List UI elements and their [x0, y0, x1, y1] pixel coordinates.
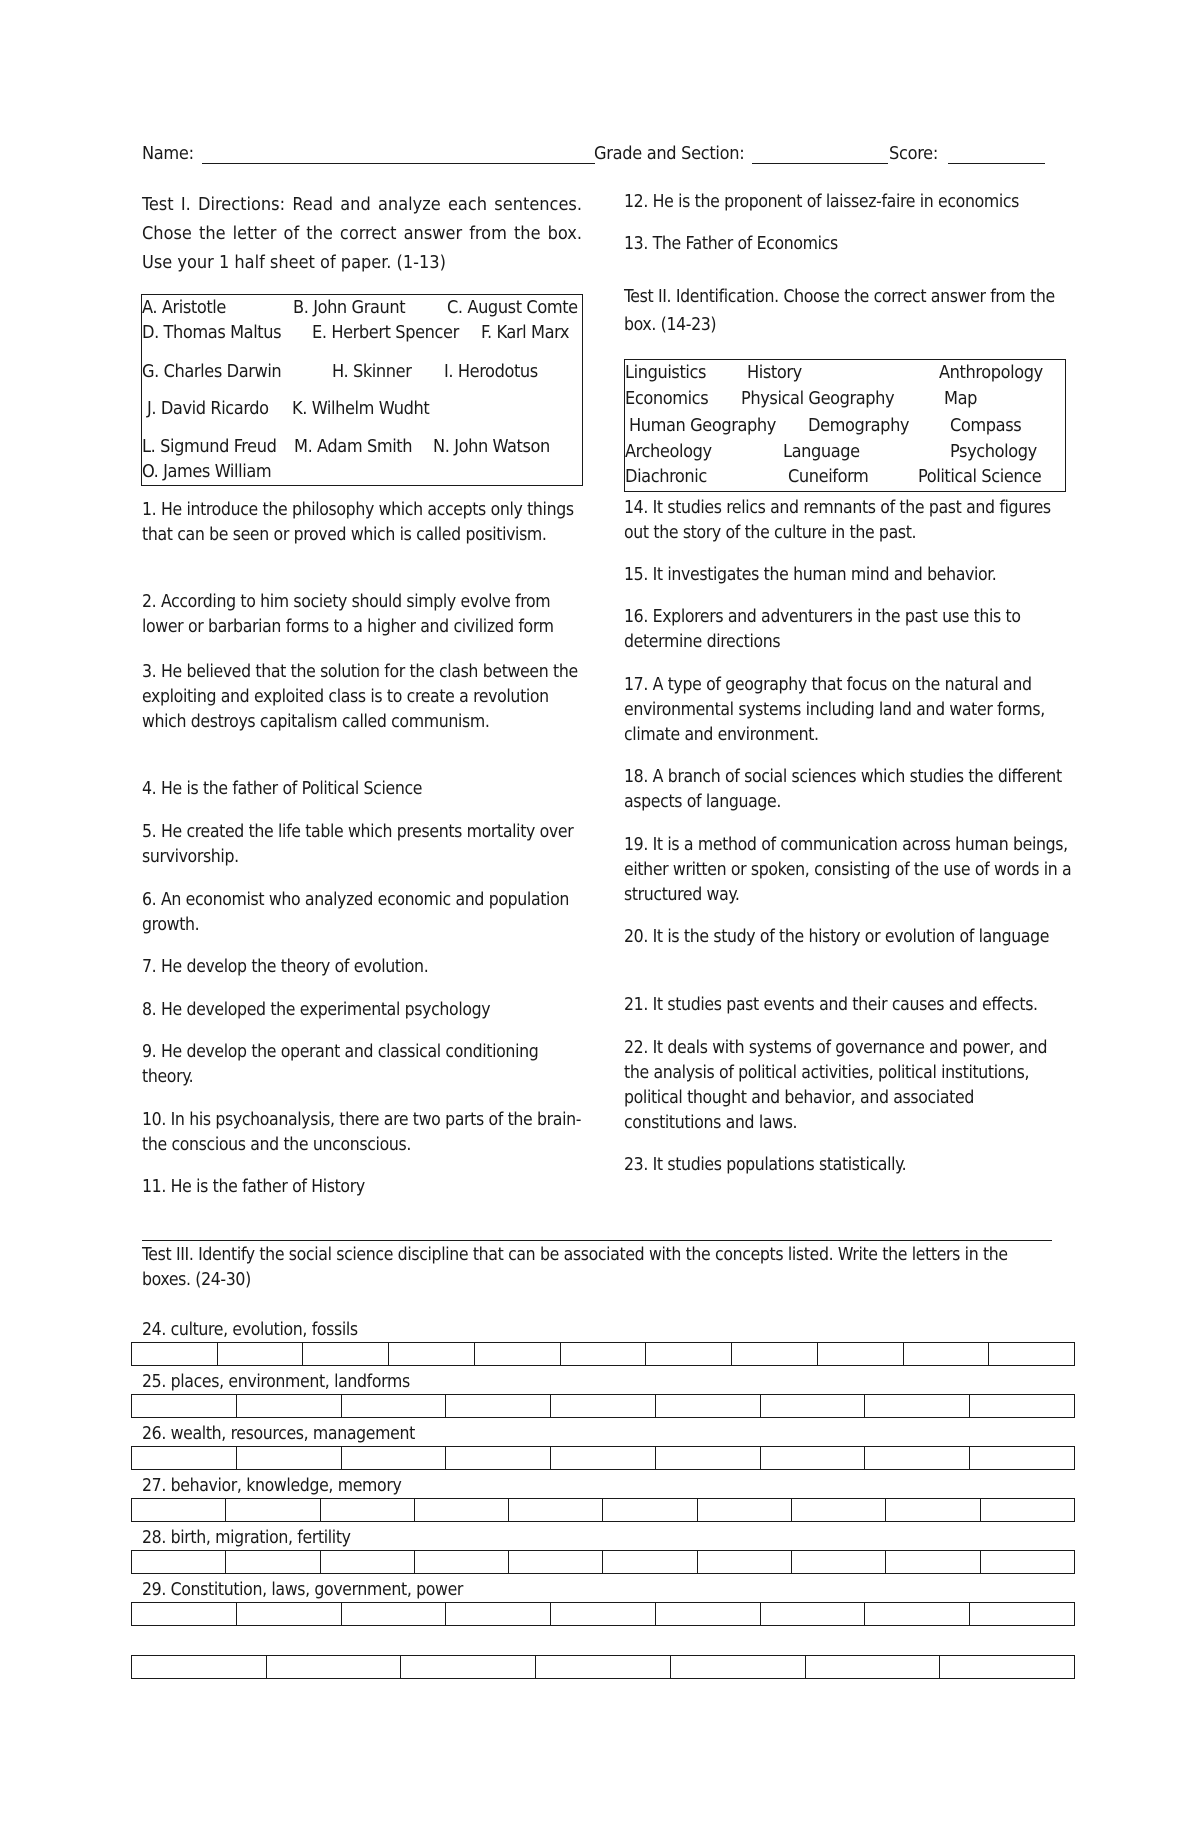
question-10: 10. In his psychoanalysis, there are two parts of the brain- the conscious and the unconscious. [142, 1110, 582, 1155]
choice-human-geography: Human Geography [629, 415, 776, 436]
letter-box[interactable] [792, 1499, 886, 1521]
letter-box[interactable] [342, 1395, 447, 1417]
letter-box[interactable] [865, 1395, 970, 1417]
test3-item-label: 25. places, environment, landforms [142, 1372, 410, 1392]
letter-box[interactable] [818, 1343, 904, 1365]
question-20: 20. It is the study of the history or evolution of language [624, 927, 1050, 947]
choice-language: Language [783, 441, 860, 462]
letter-box[interactable] [226, 1499, 320, 1521]
letter-box[interactable] [303, 1343, 389, 1365]
question-9: 9. He develop the operant and classical conditioning theory. [142, 1042, 539, 1087]
letter-box[interactable] [132, 1551, 226, 1573]
letter-box[interactable] [886, 1551, 980, 1573]
grade-label: Grade and Section: [594, 143, 745, 164]
choice-i: I. Herodotus [444, 361, 538, 382]
letter-box[interactable] [342, 1447, 447, 1469]
test3-item-label: 26. wealth, resources, management [142, 1424, 415, 1444]
score-label: Score: [889, 143, 938, 164]
question-3: 3. He believed that the solution for the clash between the exploiting and exploited class is to create a revolution which destroys capitalism called communism. [142, 662, 578, 732]
letter-box[interactable] [989, 1343, 1074, 1365]
question-19: 19. It is a method of communication across human beings, either written or spoken, consisting of the use of words in a structured way. [624, 835, 1072, 905]
section-divider [142, 1240, 1052, 1241]
answer-box-row [131, 1655, 1075, 1679]
question-15: 15. It investigates the human mind and behavior. [624, 565, 997, 585]
choice-g: G. Charles Darwin [142, 361, 282, 382]
letter-box[interactable] [321, 1551, 415, 1573]
question-5: 5. He created the life table which presents mortality over survivorship. [142, 822, 574, 867]
letter-box[interactable] [561, 1343, 647, 1365]
letter-box[interactable] [886, 1499, 980, 1521]
letter-box[interactable] [415, 1551, 509, 1573]
answer-box-row [131, 1446, 1075, 1470]
letter-box[interactable] [970, 1395, 1074, 1417]
letter-box[interactable] [321, 1499, 415, 1521]
choice-linguistics: Linguistics [625, 362, 707, 383]
letter-box[interactable] [446, 1395, 551, 1417]
test3-item-label: 29. Constitution, laws, government, power [142, 1580, 464, 1600]
letter-box[interactable] [865, 1603, 970, 1625]
letter-box[interactable] [792, 1551, 886, 1573]
letter-box[interactable] [603, 1499, 697, 1521]
choice-psychology: Psychology [950, 441, 1037, 462]
letter-box[interactable] [237, 1447, 342, 1469]
question-17: 17. A type of geography that focus on the natural and environmental systems including land and water forms, climate and environment. [624, 675, 1045, 745]
test2-directions: Test II. Identification. Choose the correct answer from the box. (14-23) [624, 287, 1055, 335]
letter-box[interactable] [415, 1499, 509, 1521]
letter-box[interactable] [865, 1447, 970, 1469]
letter-box[interactable] [551, 1603, 656, 1625]
letter-box[interactable] [218, 1343, 304, 1365]
question-1: 1. He introduce the philosophy which accepts only things that can be seen or proved which is called positivism. [142, 500, 574, 545]
question-2: 2. According to him society should simply evolve from lower or barbarian forms to a higher and civilized form [142, 592, 554, 637]
answer-box-row [131, 1394, 1075, 1418]
choice-a: A. Aristotle [142, 297, 226, 318]
letter-box[interactable] [904, 1343, 990, 1365]
letter-box[interactable] [267, 1656, 402, 1678]
question-18: 18. A branch of social sciences which studies the different aspects of language. [624, 767, 1062, 812]
letter-box[interactable] [981, 1499, 1074, 1521]
letter-box[interactable] [132, 1343, 218, 1365]
choice-o: O. James William [142, 461, 272, 482]
choice-f: F. Karl Marx [481, 322, 570, 343]
question-11: 11. He is the father of History [142, 1177, 365, 1197]
grade-field[interactable] [752, 143, 888, 164]
letter-box[interactable] [806, 1656, 941, 1678]
choice-cuneiform: Cuneiform [788, 466, 869, 487]
letter-box[interactable] [132, 1499, 226, 1521]
letter-box[interactable] [132, 1603, 237, 1625]
question-4: 4. He is the father of Political Science [142, 779, 423, 799]
letter-box[interactable] [237, 1395, 342, 1417]
answer-box-row [131, 1342, 1075, 1366]
letter-box[interactable] [970, 1603, 1074, 1625]
choice-n: N. John Watson [433, 436, 550, 457]
letter-box[interactable] [389, 1343, 475, 1365]
score-field[interactable] [948, 143, 1045, 164]
choice-diachronic: Diachronic [625, 466, 707, 487]
test3-directions: Test III. Identify the social science discipline that can be associated with the concepts listed. Write the letters in the boxes. (24-30) [142, 1245, 1008, 1290]
letter-box[interactable] [603, 1551, 697, 1573]
choice-c: C. August Comte [447, 297, 578, 318]
name-label: Name: [142, 143, 194, 164]
letter-box[interactable] [509, 1551, 603, 1573]
letter-box[interactable] [226, 1551, 320, 1573]
question-7: 7. He develop the theory of evolution. [142, 957, 429, 977]
letter-box[interactable] [401, 1656, 536, 1678]
question-23: 23. It studies populations statistically. [624, 1155, 907, 1175]
choice-e: E. Herbert Spencer [312, 322, 459, 343]
letter-box[interactable] [940, 1656, 1074, 1678]
letter-box[interactable] [656, 1603, 761, 1625]
answer-box-row [131, 1550, 1075, 1574]
choice-m: M. Adam Smith [294, 436, 413, 457]
letter-box[interactable] [446, 1447, 551, 1469]
letter-box[interactable] [132, 1447, 237, 1469]
choice-h: H. Skinner [332, 361, 412, 382]
choice-b: B. John Graunt [293, 297, 406, 318]
choice-economics: Economics [625, 388, 709, 409]
choice-archeology: Archeology [625, 441, 712, 462]
choice-map: Map [944, 388, 977, 409]
letter-box[interactable] [237, 1603, 342, 1625]
letter-box[interactable] [536, 1656, 671, 1678]
choice-physical-geography: Physical Geography [741, 388, 895, 409]
choice-compass: Compass [950, 415, 1022, 436]
letter-box[interactable] [132, 1656, 267, 1678]
letter-box[interactable] [981, 1551, 1074, 1573]
letter-box[interactable] [698, 1551, 792, 1573]
test3-item-label: 24. culture, evolution, fossils [142, 1320, 358, 1340]
question-13: 13. The Father of Economics [624, 234, 838, 254]
choice-anthropology: Anthropology [939, 362, 1043, 383]
answer-box-row [131, 1498, 1075, 1522]
choice-history: History [747, 362, 802, 383]
letter-box[interactable] [656, 1447, 761, 1469]
letter-box[interactable] [509, 1499, 603, 1521]
letter-box[interactable] [761, 1395, 866, 1417]
letter-box[interactable] [446, 1603, 551, 1625]
letter-box[interactable] [671, 1656, 806, 1678]
test2-choices-box [624, 359, 1066, 492]
letter-box[interactable] [475, 1343, 561, 1365]
letter-box[interactable] [761, 1603, 866, 1625]
letter-box[interactable] [551, 1395, 656, 1417]
question-16: 16. Explorers and adventurers in the past use this to determine directions [624, 607, 1021, 652]
choice-demography: Demography [808, 415, 910, 436]
letter-box[interactable] [732, 1343, 818, 1365]
letter-box[interactable] [551, 1447, 656, 1469]
letter-box[interactable] [761, 1447, 866, 1469]
question-14: 14. It studies relics and remnants of the past and figures out the story of the culture in the past. [624, 498, 1051, 543]
name-field[interactable] [202, 143, 595, 164]
choice-j: J. David Ricardo [147, 398, 269, 419]
choice-l: L. Sigmund Freud [142, 436, 277, 457]
choice-k: K. Wilhelm Wudht [292, 398, 430, 419]
letter-box[interactable] [656, 1395, 761, 1417]
question-12: 12. He is the proponent of laissez-faire in economics [624, 192, 1020, 212]
letter-box[interactable] [342, 1603, 447, 1625]
letter-box[interactable] [698, 1499, 792, 1521]
test3-item-label: 27. behavior, knowledge, memory [142, 1476, 402, 1496]
test1-choices-box [141, 294, 583, 486]
test3-item-label: 28. birth, migration, fertility [142, 1528, 351, 1548]
question-8: 8. He developed the experimental psychology [142, 1000, 491, 1020]
question-22: 22. It deals with systems of governance and power, and the analysis of political activities, political institutions, political thought and behavior, and associated constitutions and laws. [624, 1038, 1048, 1133]
answer-box-row [131, 1602, 1075, 1626]
test1-directions: Test I. Directions: Read and analyze each sentences. Chose the letter of the correct answer from the box. Use your 1 half sheet of paper. (1-13) [142, 194, 582, 273]
question-6: 6. An economist who analyzed economic and population growth. [142, 890, 569, 935]
letter-box[interactable] [132, 1395, 237, 1417]
letter-box[interactable] [646, 1343, 732, 1365]
choice-political-science: Political Science [918, 466, 1042, 487]
letter-box[interactable] [970, 1447, 1074, 1469]
choice-d: D. Thomas Maltus [142, 322, 282, 343]
question-21: 21. It studies past events and their causes and effects. [624, 995, 1038, 1015]
